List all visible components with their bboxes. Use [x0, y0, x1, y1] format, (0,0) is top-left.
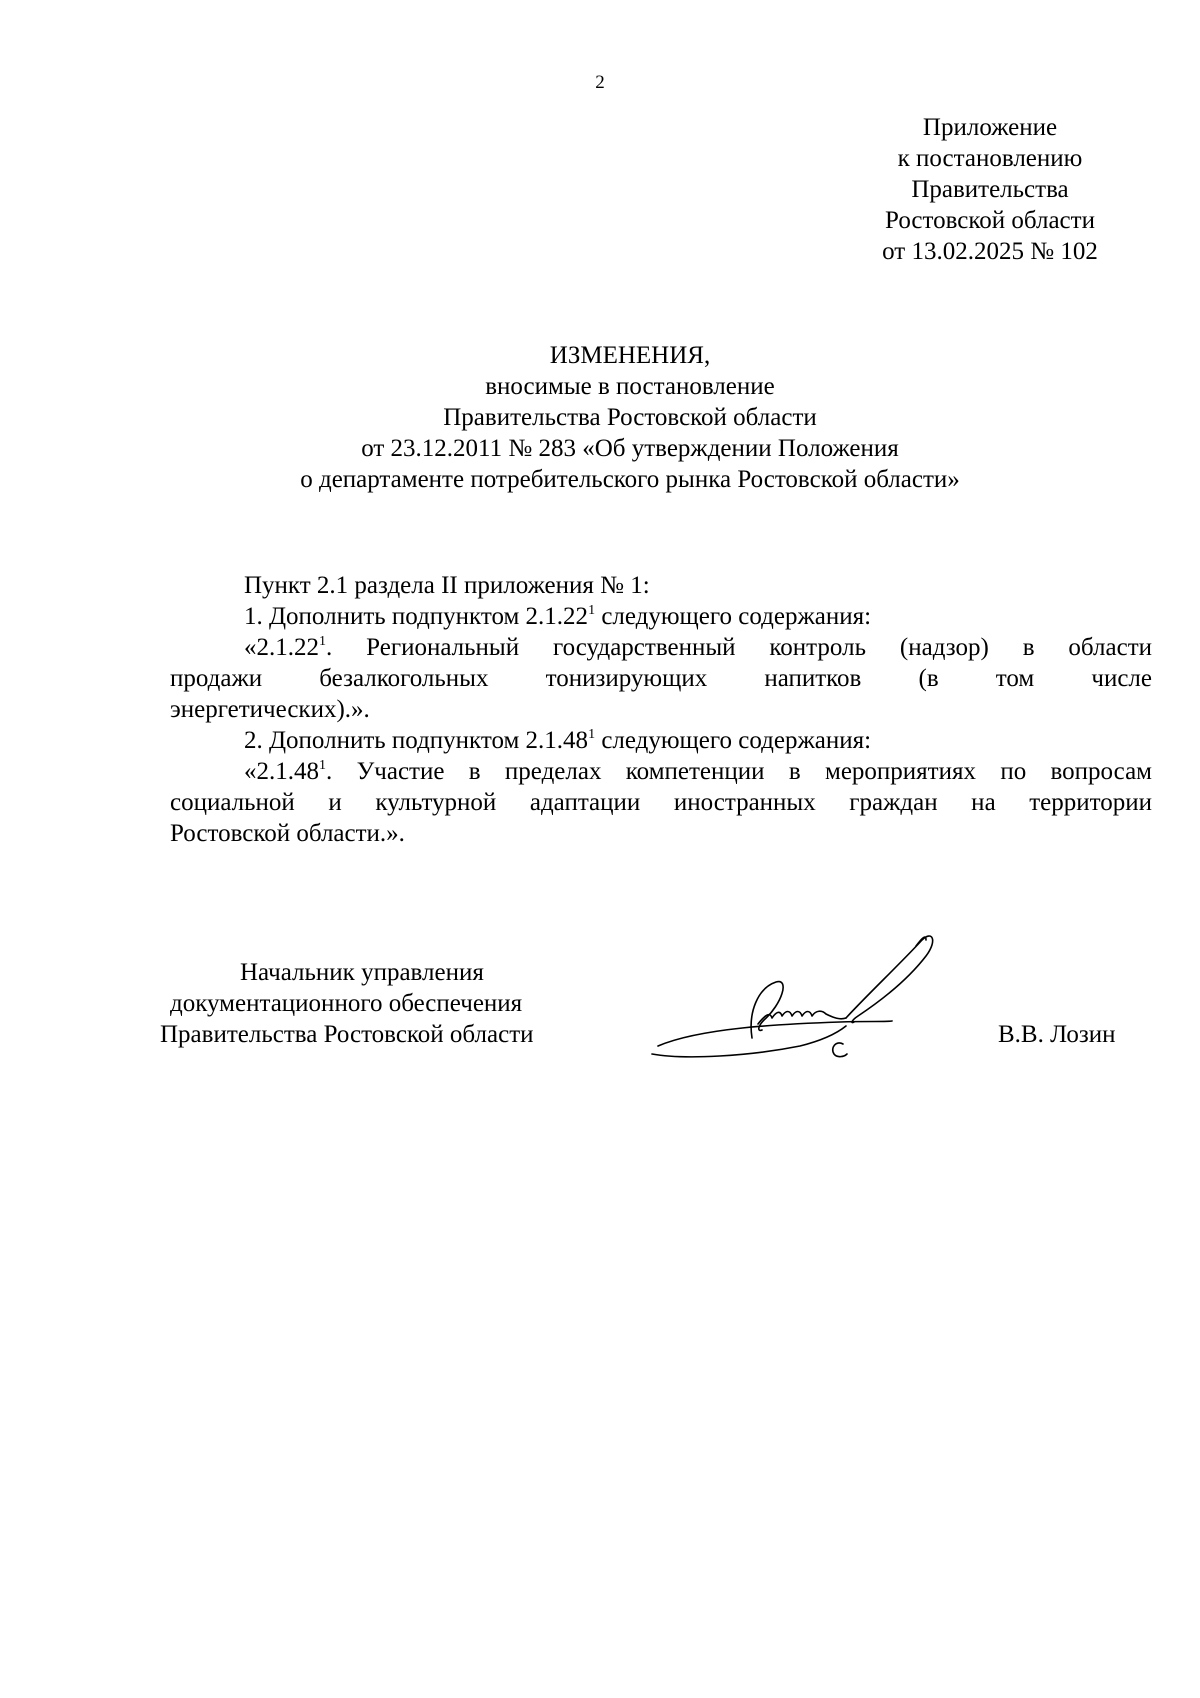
quote-1-line-3: энергетических).». — [170, 696, 370, 723]
quote-2-paragraph — [170, 756, 1152, 849]
quote-1-line-2: продажи безалкогольных тонизирующих напитков (в том числе — [170, 665, 1152, 692]
title-line: от 23.12.2011 № 283 «Об утверждении Положения — [361, 435, 899, 462]
item-1-paragraph — [170, 601, 1152, 632]
document-body — [170, 570, 1152, 849]
item-1-text: 1. Дополнить подпунктом 2.1.22 — [244, 603, 589, 630]
quote-2-line-2: социальной и культурной адаптации иностранных граждан на территории — [170, 789, 1152, 816]
superscript: 1 — [588, 603, 596, 618]
title-line: о департаменте потребительского рынка Ростовской области» — [300, 466, 960, 493]
signatory-name: В.В. Лозин — [998, 1021, 1116, 1048]
title-line: Правительства Ростовской области — [443, 404, 817, 431]
item-2-suffix: следующего содержания: — [595, 727, 872, 754]
title-heading: ИЗМЕНЕНИЯ, — [549, 342, 711, 369]
signature-stroke — [846, 936, 933, 1023]
position-line: документационного обеспечения — [170, 990, 523, 1017]
superscript: 1 — [319, 634, 326, 649]
superscript: 1 — [319, 758, 326, 773]
superscript: 1 — [588, 727, 596, 742]
signature-stroke — [652, 1026, 846, 1057]
quote-2-prefix: «2.1.48 — [244, 758, 319, 785]
quote-1-paragraph — [170, 632, 1152, 725]
document-title — [150, 340, 1110, 495]
intro-paragraph: Пункт 2.1 раздела II приложения № 1: — [244, 572, 650, 599]
quote-2-line-1 — [170, 756, 1152, 787]
quote-2-first-line: . Участие в пределах компетенции в мероприятиях по вопросам — [326, 758, 1152, 785]
appendix-reference — [820, 112, 1160, 267]
signatory-position — [160, 957, 620, 1050]
item-2-paragraph — [170, 725, 1152, 756]
page-number: 2 — [595, 72, 605, 93]
title-line: вносимые в постановление — [485, 373, 775, 400]
quote-1-line-1 — [170, 632, 1152, 663]
handwritten-signature — [640, 920, 980, 1070]
appendix-line: Правительства — [911, 176, 1069, 203]
signature-stroke — [658, 1021, 892, 1046]
item-1-suffix: следующего содержания: — [595, 603, 872, 630]
signature-stroke — [833, 1043, 847, 1057]
quote-1-first-line: . Региональный государственный контроль (надзор) в области — [326, 634, 1152, 661]
position-line: Начальник управления — [240, 959, 484, 986]
item-2-text: 2. Дополнить подпунктом 2.1.48 — [244, 727, 589, 754]
appendix-line: к постановлению — [897, 145, 1083, 172]
appendix-line: Приложение — [922, 114, 1058, 141]
quote-2-line-3: Ростовской области.». — [170, 820, 405, 847]
quote-1-prefix: «2.1.22 — [244, 634, 319, 661]
signature-stroke — [751, 982, 783, 1038]
appendix-line: Ростовской области — [885, 207, 1095, 234]
appendix-date-number: от 13.02.2025 № 102 — [882, 238, 1098, 265]
position-line: Правительства Ростовской области — [160, 1021, 534, 1048]
